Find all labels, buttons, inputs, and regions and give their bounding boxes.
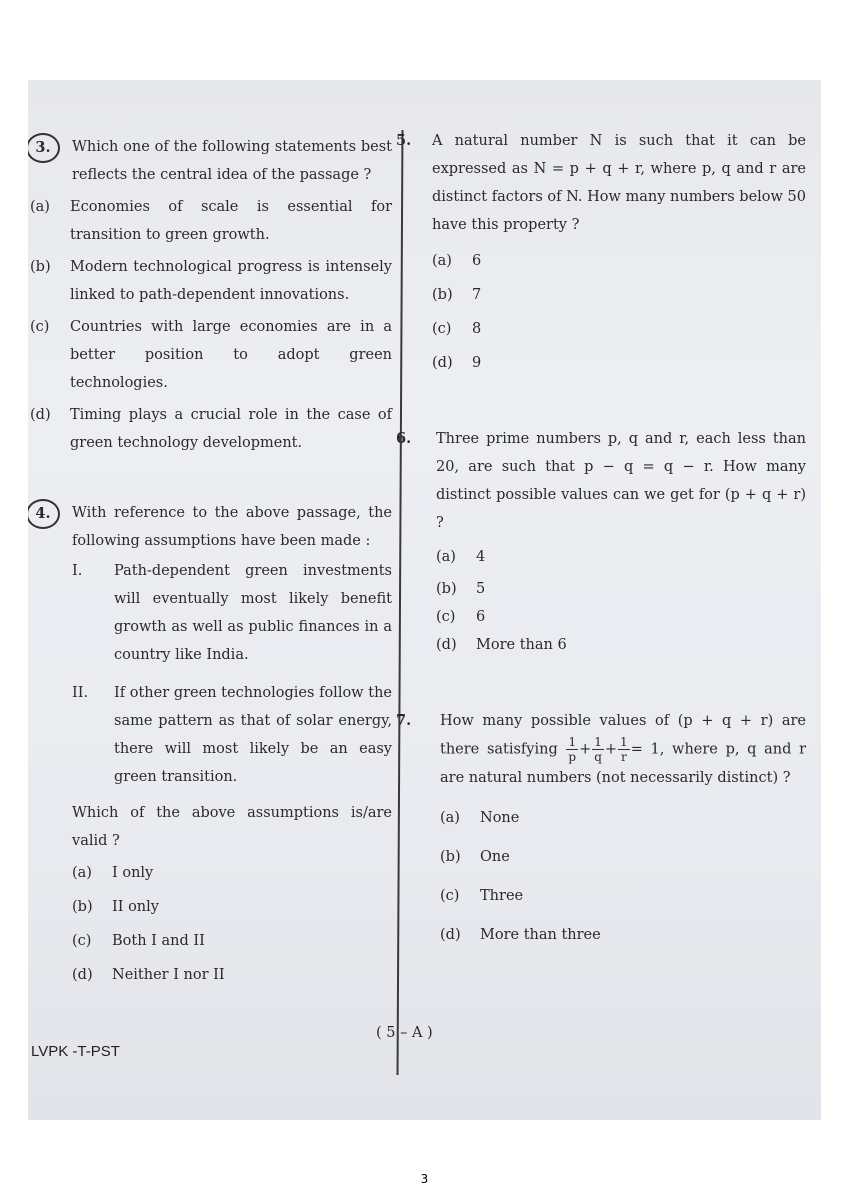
question-text: With reference to the above passage, the following assumptions have been made : <box>72 505 392 549</box>
option-d: (d) Neither I nor II <box>72 967 225 983</box>
option-a: (a) 4 <box>436 549 486 565</box>
option-d: (d) 9 <box>432 355 482 371</box>
left-column <box>30 133 392 989</box>
question-text: A natural number N is such that it can be expressed as N = p + q + r, where p, q and r are distinct factors of N. How many numbers below 50 have this property ? <box>432 133 806 233</box>
sub-question: Which of the above assumptions is/are valid ? <box>72 805 392 849</box>
fraction-1-over-p: $\frac{1}{p}$ <box>568 735 577 764</box>
option-b: (b) Modern technological progress is intensely linked to path-dependent innovations. <box>30 259 392 303</box>
question-text: Three prime numbers p, q and r, each less than 20, are such that p − q = q − r. How many distinct possible values can we get for (p + q + r) ? <box>436 431 806 531</box>
option-b: (b) One <box>440 849 510 865</box>
booklet-page-label: ( 5 – A ) <box>376 1025 433 1041</box>
question-3 <box>30 133 392 457</box>
question-paper-sheet <box>28 80 821 1120</box>
question-text: Which one of the following statements best reflects the central idea of the passage ? <box>72 139 392 183</box>
option-a: (a) Economies of scale is essential for transition to green growth. <box>30 199 392 243</box>
question-text: How many possible values of (p + q + r) are there satisfying $\frac{1}{p}$ + $\frac{1}{q}$ + $\frac{1}{r}$ = 1, where p, q and r are natural numbers (not necessarily distinct) ? <box>440 713 806 786</box>
option-a: (a) 6 <box>432 253 482 269</box>
question-number: 7. <box>396 712 412 729</box>
option-d: (d) Timing plays a crucial role in the case of green technology development. <box>30 407 392 451</box>
fraction-1-over-q: $\frac{1}{q}$ <box>594 735 602 764</box>
booklet-code: LVPK -T-PST <box>31 1043 120 1060</box>
option-c: (c) 8 <box>432 321 482 337</box>
option-c: (c) Countries with large economies are in a better position to adopt green technologies. <box>30 319 392 391</box>
question-4 <box>30 499 392 989</box>
fraction-1-over-r: $\frac{1}{r}$ <box>620 735 628 764</box>
question-5 <box>396 127 806 377</box>
option-b: (b) II only <box>72 899 159 915</box>
question-number: 5. <box>396 132 412 149</box>
question-number: 3. <box>28 133 60 163</box>
question-number: 4. <box>28 499 60 529</box>
option-c: (c) 6 <box>436 609 486 625</box>
page-number: 3 <box>420 1172 429 1186</box>
option-b: (b) 5 <box>436 581 486 597</box>
option-a: (a) I only <box>72 865 154 881</box>
right-column <box>396 127 806 949</box>
option-b: (b) 7 <box>432 287 482 303</box>
question-6 <box>396 425 806 659</box>
question-7 <box>396 707 806 949</box>
option-c: (c) Both I and II <box>72 933 205 949</box>
question-number: 6. <box>396 430 412 447</box>
option-d: (d) More than 6 <box>436 637 567 653</box>
statement-2: II. If other green technologies follow the same pattern as that of solar energy, there will most likely be an easy green transition. <box>72 685 392 785</box>
option-a: (a) None <box>440 810 520 826</box>
option-c: (c) Three <box>440 888 524 904</box>
statement-1: I. Path-dependent green investments will eventually most likely benefit growth as well as public finances in a country like India. <box>72 563 392 663</box>
option-d: (d) More than three <box>440 927 601 943</box>
